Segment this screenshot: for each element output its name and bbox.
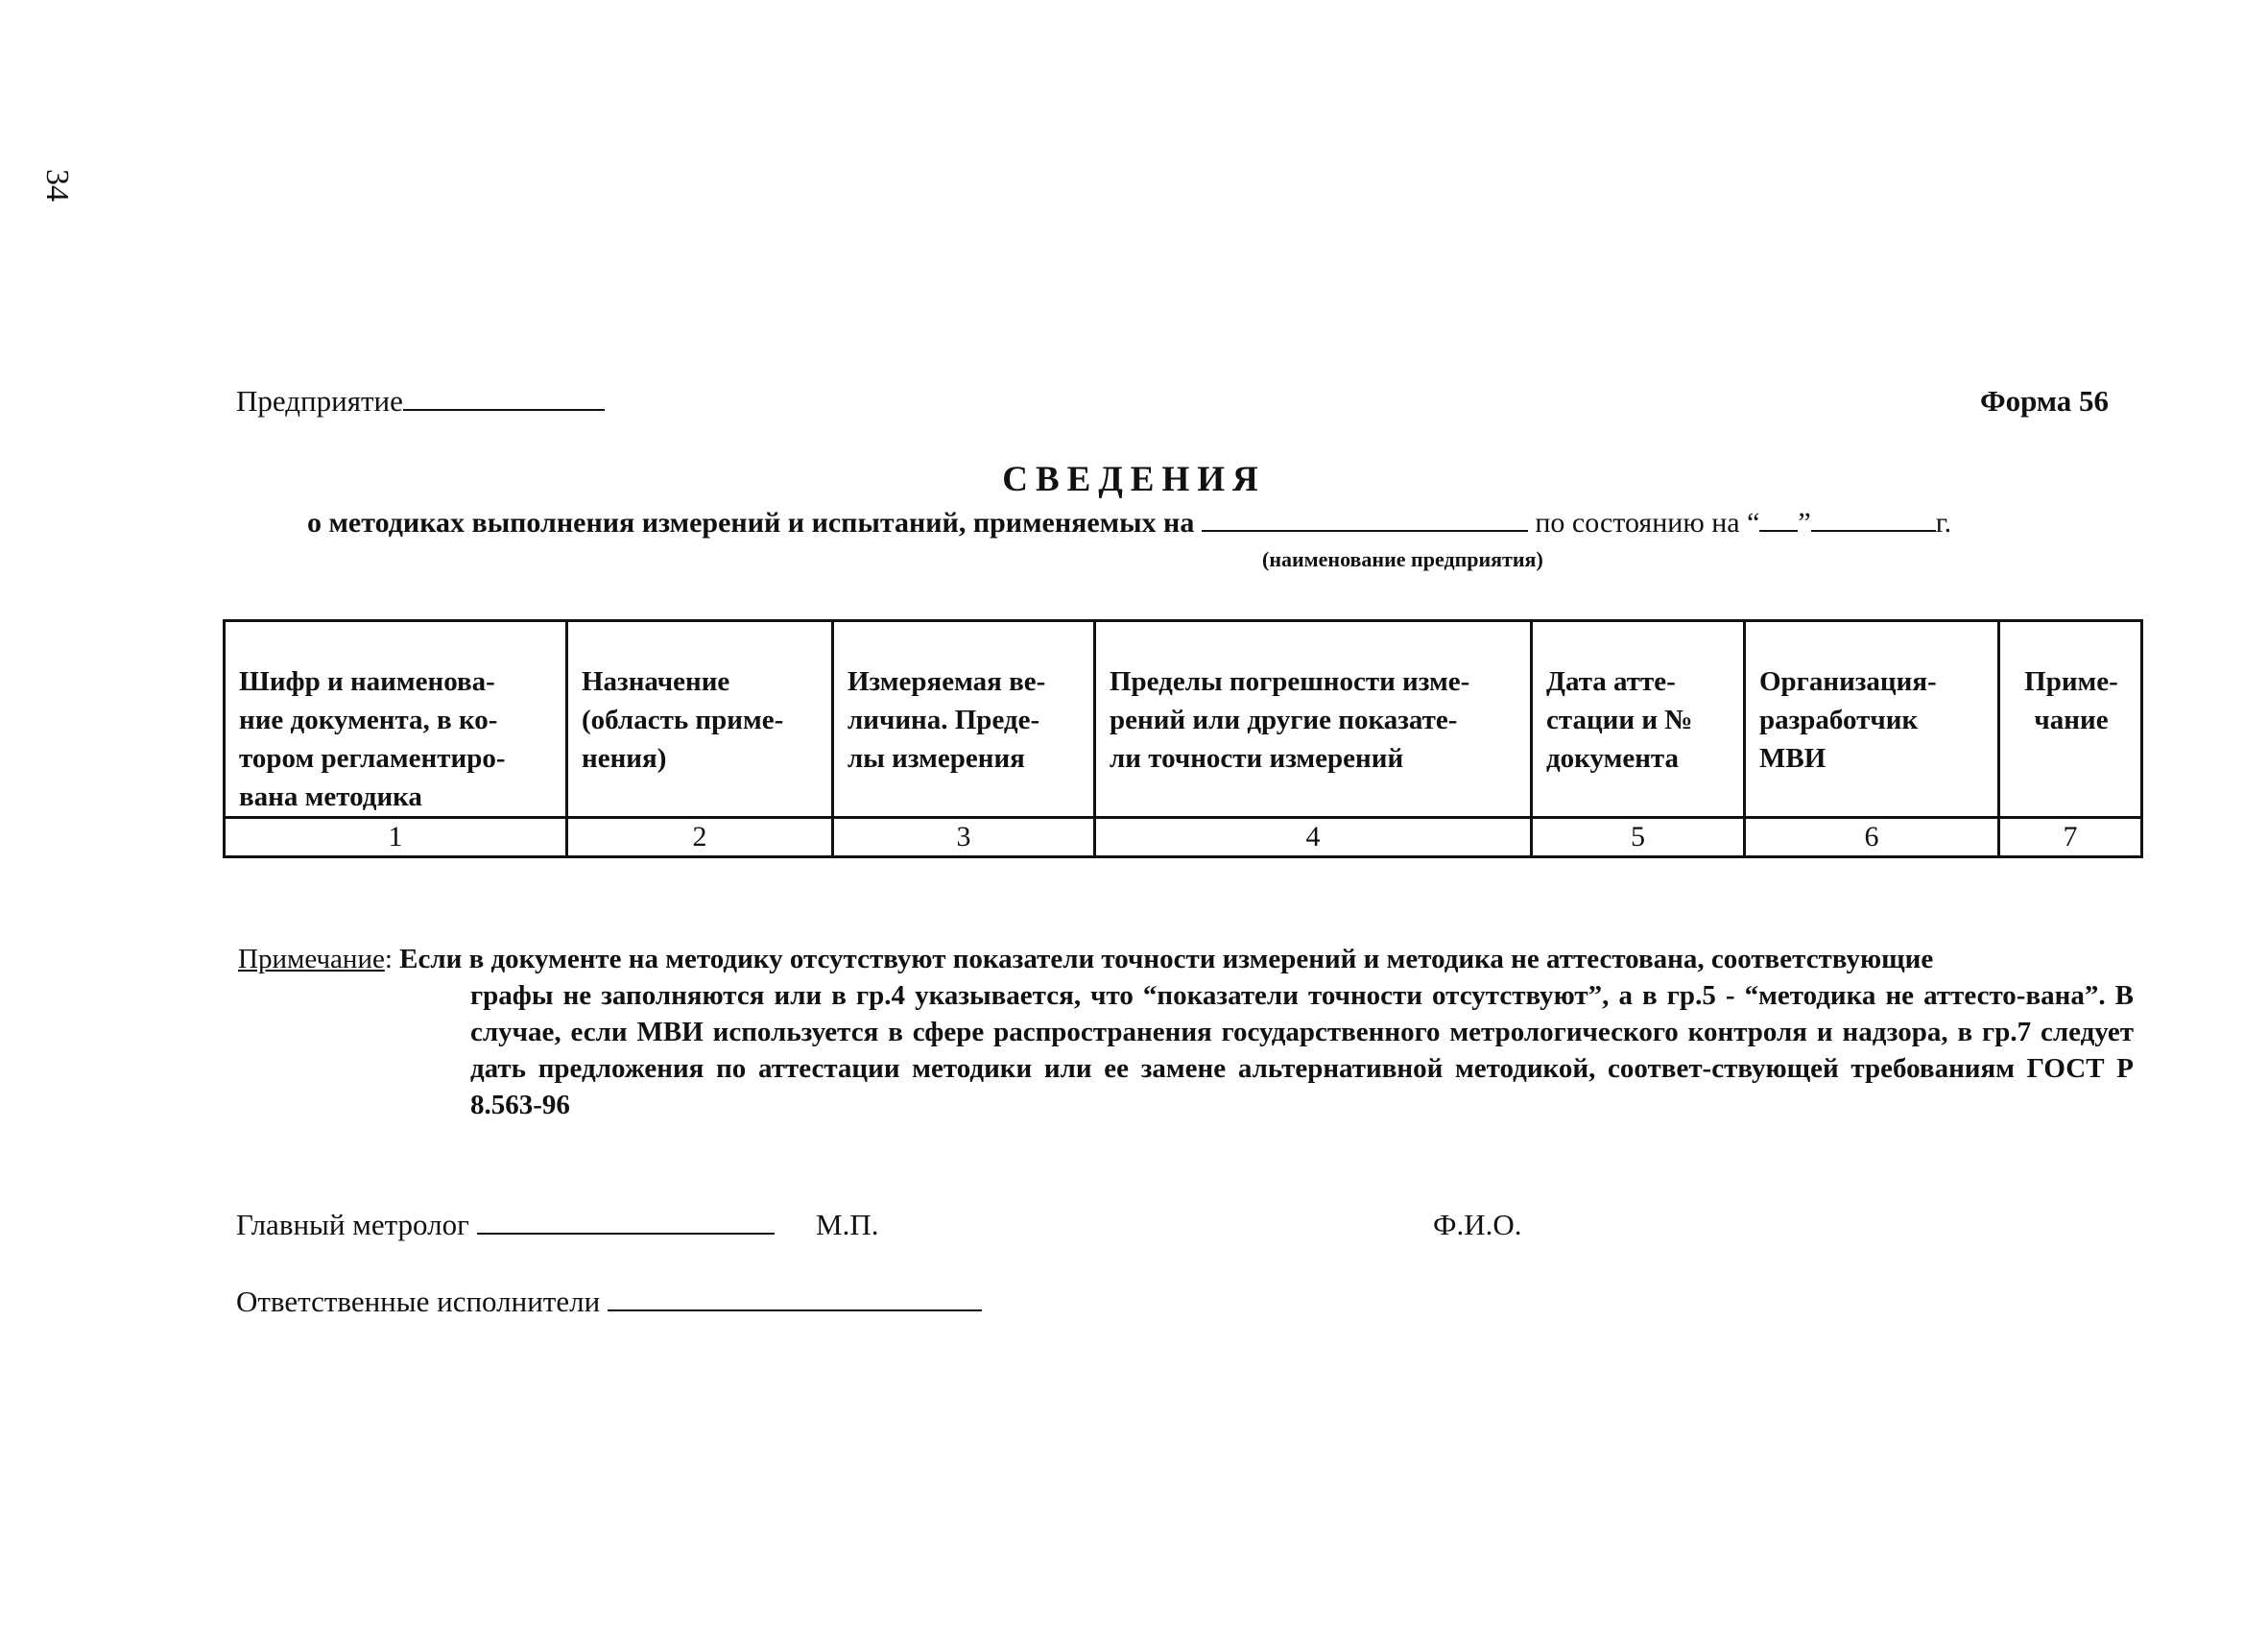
column-number: 4 [1095,818,1532,857]
chief-metrologist-label: Главный метролог [236,1208,469,1241]
header-cell-7: Приме- чание [1999,621,2142,818]
note-colon: : [384,944,393,974]
day-blank [1759,529,1798,532]
page-number: 34 [39,169,75,202]
note-first-text: Если в документе на методику отсутствуют показатели точности измерений и методика не аттестована, соответствующие [392,944,1934,974]
header-cell-3: Измеряемая ве- личина. Преде- лы измерения [833,621,1095,818]
header-cell-2: Назначение (область приме- нения) [567,621,833,818]
column-number: 2 [567,818,833,857]
header-cell-5: Дата атте- стации и № документа [1532,621,1745,818]
subtitle-text-before: о методиках выполнения измерений и испытаний, применяемых на [307,507,1195,539]
header-cell-1: Шифр и наименова- ние документа, в ко- тором регламентиро- вана методика [225,621,567,818]
note-body: графы не заполняются или в гр.4 указывается, что “показатели точности отсутствуют”, а в гр.5 - “методика не аттесто-вана”. В случае, если МВИ используется в сфере распространения государственного метрологического контроля и надзора, в гр.7 следует дать предложения по аттестации методики или ее замене альтернативной методикой, соответ-ствующей требованиям ГОСТ Р 8.563-96 [470,980,2134,1120]
enterprise-name-caption: (наименование предприятия) [1262,547,1543,571]
enterprise-field [236,384,605,419]
table-header-row [225,621,2142,818]
responsible-label: Ответственные исполнители [236,1285,601,1318]
note-first-line [238,941,2134,977]
responsible-line [236,1285,982,1319]
note-block [238,941,2134,1123]
year-suffix: г. [1935,507,1952,539]
fio-label: Ф.И.О. [1433,1208,1522,1241]
note-label: Примечание [238,944,385,974]
enterprise-blank-line [403,408,605,411]
document-subtitle [307,507,1951,540]
column-number: 5 [1532,818,1745,857]
column-number-row [225,818,2142,857]
enterprise-name-blank [1202,529,1528,532]
methods-table [223,619,2143,858]
column-number: 6 [1745,818,1999,857]
subtitle-text-after: по состоянию на “ [1535,507,1760,539]
stamp-label: М.П. [816,1208,879,1241]
responsible-blank [608,1309,982,1311]
header-cell-6: Организация- разработчик МВИ [1745,621,1999,818]
header-cell-4: Пределы погрешности изме- рений или другие показате- ли точности измерений [1095,621,1532,818]
column-number: 3 [833,818,1095,857]
chief-metrologist-line [236,1208,775,1242]
column-number: 1 [225,818,567,857]
form-number: Форма 56 [1979,384,2109,418]
enterprise-label: Предприятие [236,384,403,418]
document-title: СВЕДЕНИЯ [1002,460,1266,499]
quote-close: ” [1798,507,1811,539]
column-number: 7 [1999,818,2142,857]
month-blank [1811,529,1936,532]
chief-metrologist-blank [477,1232,775,1235]
